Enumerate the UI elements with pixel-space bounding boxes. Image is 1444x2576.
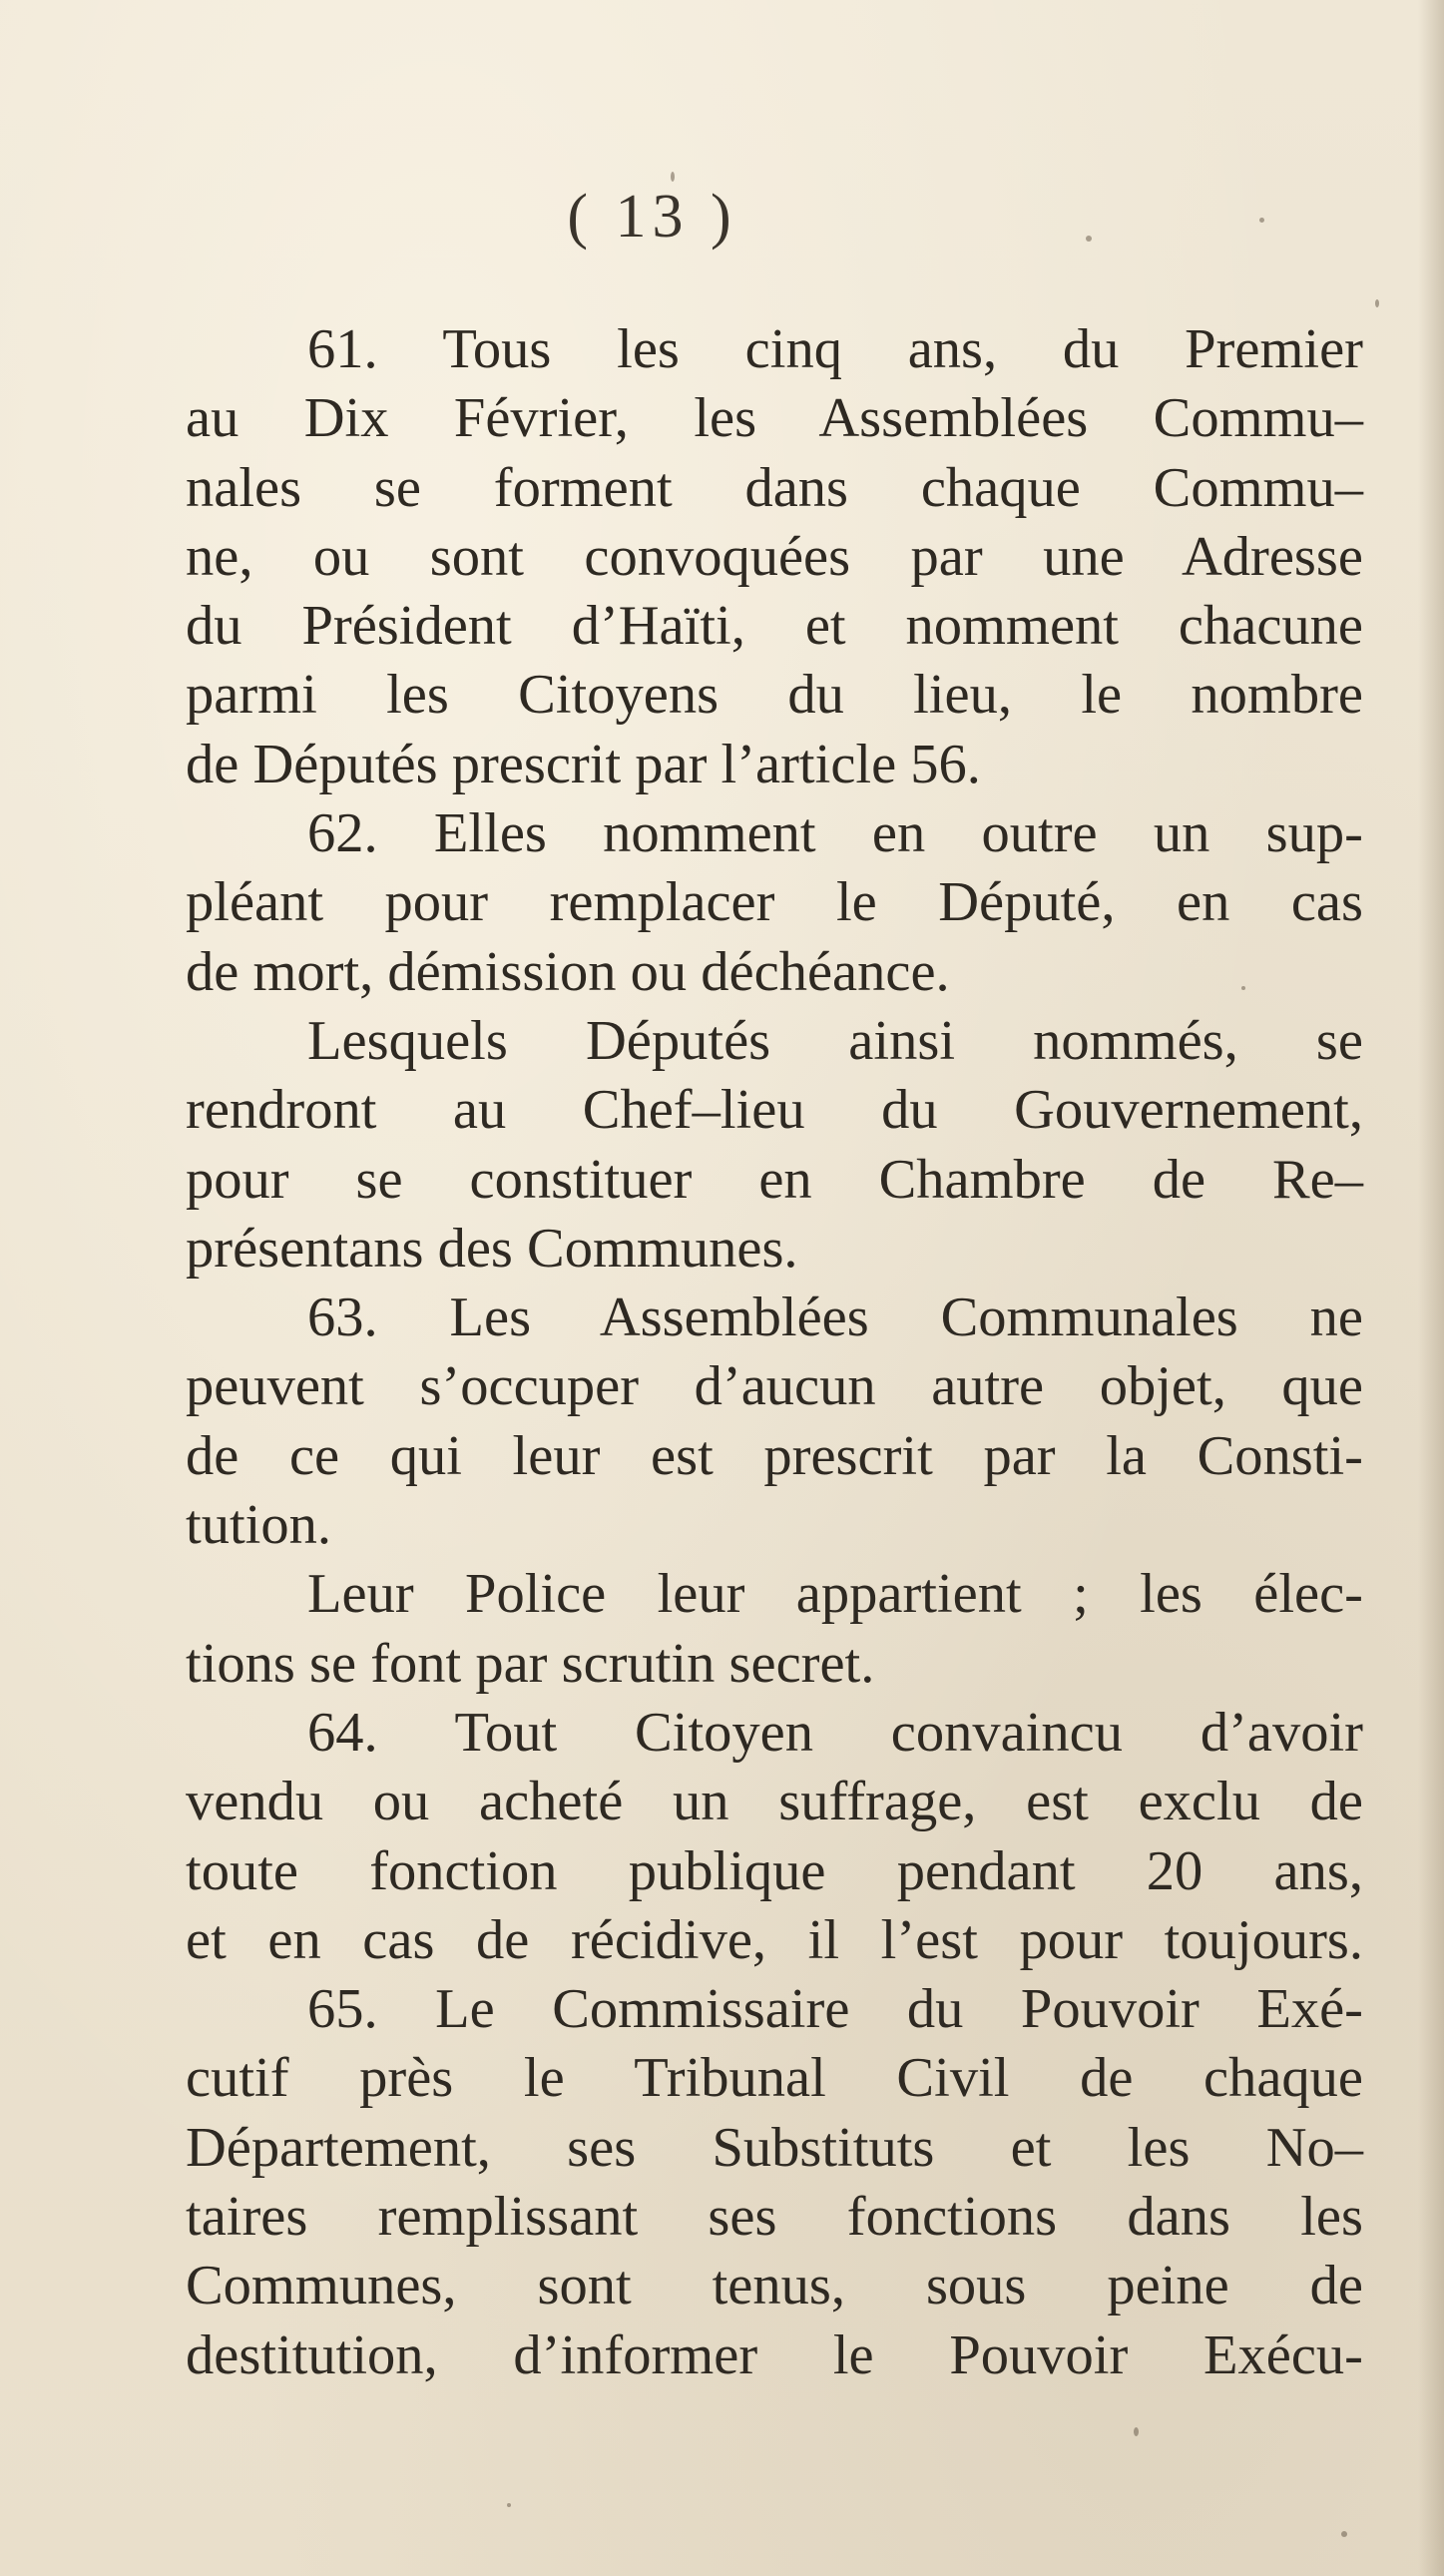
text-line: de Députés prescrit par l’article 56. xyxy=(186,733,981,795)
text-line: présentans des Communes. xyxy=(186,1217,798,1280)
text-line: peuvent s’occuper d’aucun autre objet, que xyxy=(186,1355,1363,1418)
text-line: pléant pour remplacer le Député, en cas xyxy=(186,871,1363,934)
page-number: ( 13 ) xyxy=(567,183,737,251)
text-line: parmi les Citoyens du lieu, le nombre xyxy=(186,664,1363,727)
text-line: destitution, d’informer le Pouvoir Exécu- xyxy=(186,2323,1363,2386)
text-line: toute fonction publique pendant 20 ans, xyxy=(186,1839,1363,1902)
paper-speck xyxy=(1259,218,1264,223)
text-line: 63. Les Assemblées Communales ne xyxy=(307,1287,1363,1349)
paper-speck xyxy=(671,172,675,182)
text-line: 61. Tous les cinq ans, du Premier xyxy=(307,318,1363,380)
text-line: pour se constituer en Chambre de Re– xyxy=(186,1148,1363,1211)
paper-speck xyxy=(1134,2427,1139,2436)
text-line: Communes, sont tenus, sous peine de xyxy=(186,2255,1363,2318)
paper-speck xyxy=(1086,236,1092,242)
text-line: de mort, démission ou déchéance. xyxy=(186,940,950,1003)
text-line: du Président d’Haïti, et nomment chacune xyxy=(186,595,1363,658)
paper-speck xyxy=(1241,986,1245,990)
paper-speck xyxy=(1375,299,1379,307)
text-line: 65. Le Commissaire du Pouvoir Exé- xyxy=(307,1978,1363,2041)
text-line: vendu ou acheté un suffrage, est exclu de xyxy=(186,1771,1363,1833)
text-line: Département, ses Substituts et les No– xyxy=(186,2116,1363,2179)
text-line: Lesquels Députés ainsi nommés, se xyxy=(307,1009,1363,1072)
text-line: de ce qui leur est prescrit par la Consti- xyxy=(186,1424,1363,1487)
text-line: Leur Police leur appartient ; les élec- xyxy=(307,1563,1363,1626)
text-line: taires remplissant ses fonctions dans les xyxy=(186,2186,1363,2249)
text-line: tution. xyxy=(186,1494,331,1557)
text-line: cutif près le Tribunal Civil de chaque xyxy=(186,2047,1363,2110)
text-line: nales se forment dans chaque Commu– xyxy=(186,456,1363,519)
text-line: 64. Tout Citoyen convaincu d’avoir xyxy=(307,1701,1363,1764)
paper-speck xyxy=(507,2503,511,2507)
text-line: rendront au Chef–lieu du Gouvernement, xyxy=(186,1079,1363,1142)
body-text xyxy=(186,315,1363,2390)
paper-speck xyxy=(1341,2531,1347,2537)
text-line: ne, ou sont convoquées par une Adresse xyxy=(186,525,1363,588)
page-edge-shadow xyxy=(1418,0,1444,2576)
text-line: 62. Elles nomment en outre un sup- xyxy=(307,802,1363,865)
text-line: au Dix Février, les Assemblées Commu– xyxy=(186,387,1363,450)
text-line: tions se font par scrutin secret. xyxy=(186,1632,875,1695)
text-line: et en cas de récidive, il l’est pour toujours. xyxy=(186,1908,1363,1971)
